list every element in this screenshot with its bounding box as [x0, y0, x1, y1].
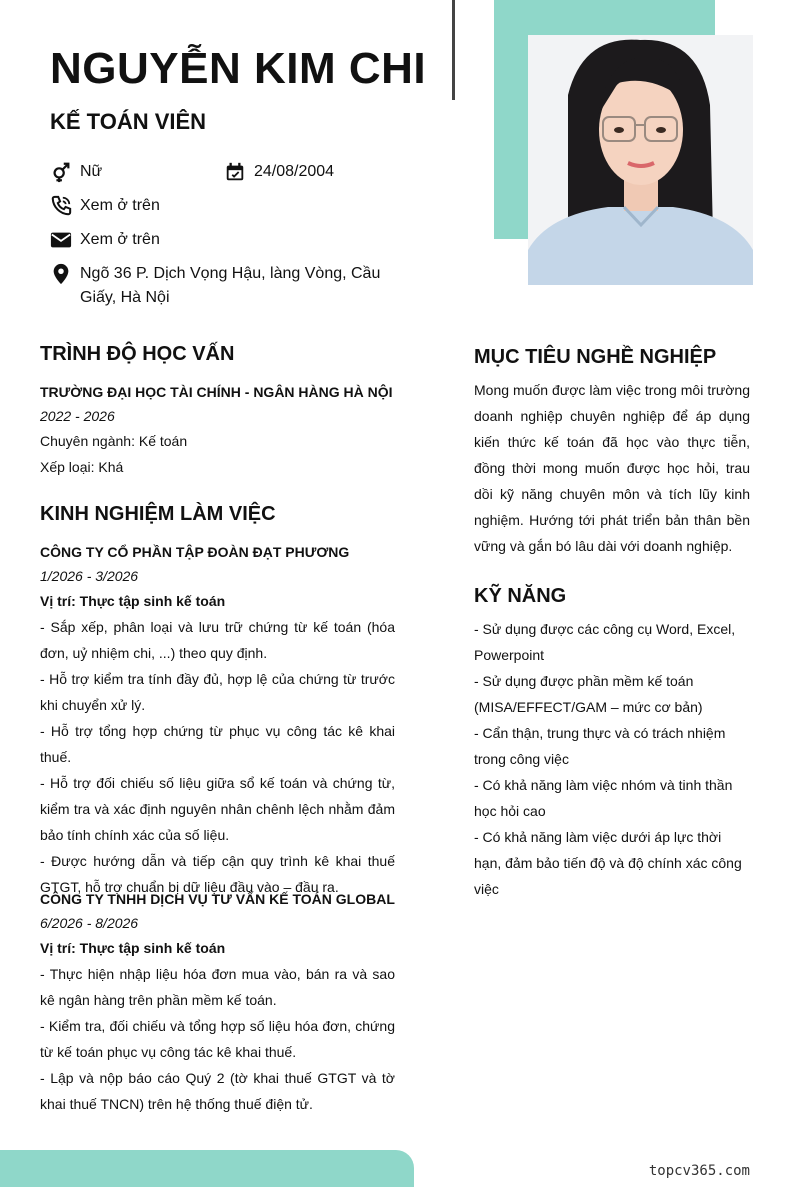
job-1-task: - Hỗ trợ đối chiếu số liệu giữa sổ kế toán và chứng từ, kiểm tra và xác định nguyên nhân chênh lệch nhằm đảm bảo tính chính xác của số liệu. — [40, 775, 395, 843]
email-value: Xem ở trên — [80, 231, 160, 248]
job-title: KẾ TOÁN VIÊN — [50, 109, 207, 134]
birthdate-row — [224, 160, 334, 184]
education-heading: TRÌNH ĐỘ HỌC VẤN — [40, 343, 235, 365]
calendar-icon — [224, 161, 246, 183]
job-1-tasks — [40, 614, 395, 900]
job-2-period: 6/2026 - 8/2026 — [40, 915, 139, 931]
candidate-name: NGUYỄN KIM CHI — [50, 44, 427, 93]
gender-row — [50, 160, 102, 184]
school-name: TRƯỜNG ĐẠI HỌC TÀI CHÍNH - NGÂN HÀNG HÀ NỘI — [40, 384, 393, 400]
address-row — [50, 262, 390, 310]
education-major: Chuyên ngành: Kế toán — [40, 433, 188, 449]
experience-heading: KINH NGHIỆM LÀM VIỆC — [40, 503, 276, 525]
gender-value: Nữ — [80, 163, 103, 180]
job-2-task: - Thực hiện nhập liệu hóa đơn mua vào, bán ra và sao kê ngân hàng trên phần mềm kế toán. — [40, 966, 395, 1008]
profile-photo — [528, 35, 753, 285]
gender-icon — [50, 161, 72, 183]
objective-text: Mong muốn được làm việc trong môi trường doanh nghiệp chuyên nghiệp để áp dụng kiến thức kế toán đã học vào thực tiễn, đồng thời mong muốn được học hỏi, trau dồi kỹ năng chuyên môn và tích lũy kinh nghiệm. Hướng tới phát triển bản thân bền vững và gắn bó lâu dài với doanh nghiệp. — [474, 382, 750, 554]
email-row — [50, 228, 160, 252]
skill-item: - Sử dụng được phần mềm kế toán (MISA/EFFECT/GAM – mức cơ bản) — [474, 673, 703, 715]
job-1-task: - Sắp xếp, phân loại và lưu trữ chứng từ kế toán (hóa đơn, uỷ nhiệm chi, ...) theo quy định. — [40, 619, 395, 661]
job-2-task: - Lập và nộp báo cáo Quý 2 (tờ khai thuế GTGT và tờ khai thuế TNCN) trên hệ thống thuế điện tử. — [40, 1070, 395, 1112]
birthdate-value: 24/08/2004 — [254, 163, 335, 180]
phone-value: Xem ở trên — [80, 197, 160, 214]
skill-item: - Có khả năng làm việc dưới áp lực thời hạn, đảm bảo tiến độ và độ chính xác công việc — [474, 829, 742, 897]
skill-item: - Sử dụng được các công cụ Word, Excel, Powerpoint — [474, 621, 736, 663]
education-period: 2022 - 2026 — [40, 408, 115, 424]
skill-item: - Cẩn thận, trung thực và có trách nhiệm trong công việc — [474, 725, 726, 767]
skill-item: - Có khả năng làm việc nhóm và tinh thần học hỏi cao — [474, 777, 733, 819]
address-value: Ngõ 36 P. Dịch Vọng Hậu, làng Vòng, Cầu Giấy, Hà Nội — [80, 265, 381, 306]
skills-list — [474, 616, 750, 902]
location-pin-icon — [50, 263, 72, 285]
skills-heading: KỸ NĂNG — [474, 585, 567, 607]
footer-accent-bar — [0, 1150, 414, 1187]
job-1-company: CÔNG TY CỔ PHẦN TẬP ĐOÀN ĐẠT PHƯƠNG — [40, 544, 350, 560]
job-1-task: - Hỗ trợ tổng hợp chứng từ phục vụ công tác kê khai thuế. — [40, 723, 395, 765]
job-2-tasks — [40, 961, 395, 1117]
job-2-company: CÔNG TY TNHH DỊCH VỤ TƯ VẤN KẾ TOÁN GLOBAL — [40, 891, 395, 907]
job-1-position: Vị trí: Thực tập sinh kế toán — [40, 593, 226, 609]
job-2-position: Vị trí: Thực tập sinh kế toán — [40, 940, 226, 956]
phone-icon — [50, 195, 72, 217]
job-2-task: - Kiểm tra, đối chiếu và tổng hợp số liệu hóa đơn, chứng từ kế toán phục vụ công tác kê khai thuế. — [40, 1018, 395, 1060]
phone-row — [50, 194, 160, 218]
header-divider — [452, 0, 455, 100]
email-icon — [50, 229, 72, 251]
job-1-task: - Được hướng dẫn và tiếp cận quy trình kê khai thuế GTGT, hỗ trợ chuẩn bị dữ liệu đầu vào – đầu ra. — [40, 853, 395, 895]
education-grade: Xếp loại: Khá — [40, 459, 124, 475]
job-1-task: - Hỗ trợ kiểm tra tính đầy đủ, hợp lệ của chứng từ trước khi chuyển xử lý. — [40, 671, 395, 713]
job-1-period: 1/2026 - 3/2026 — [40, 568, 139, 584]
watermark-site: topcv365.com — [648, 1163, 750, 1179]
objective-heading: MỤC TIÊU NGHỀ NGHIỆP — [474, 346, 717, 368]
